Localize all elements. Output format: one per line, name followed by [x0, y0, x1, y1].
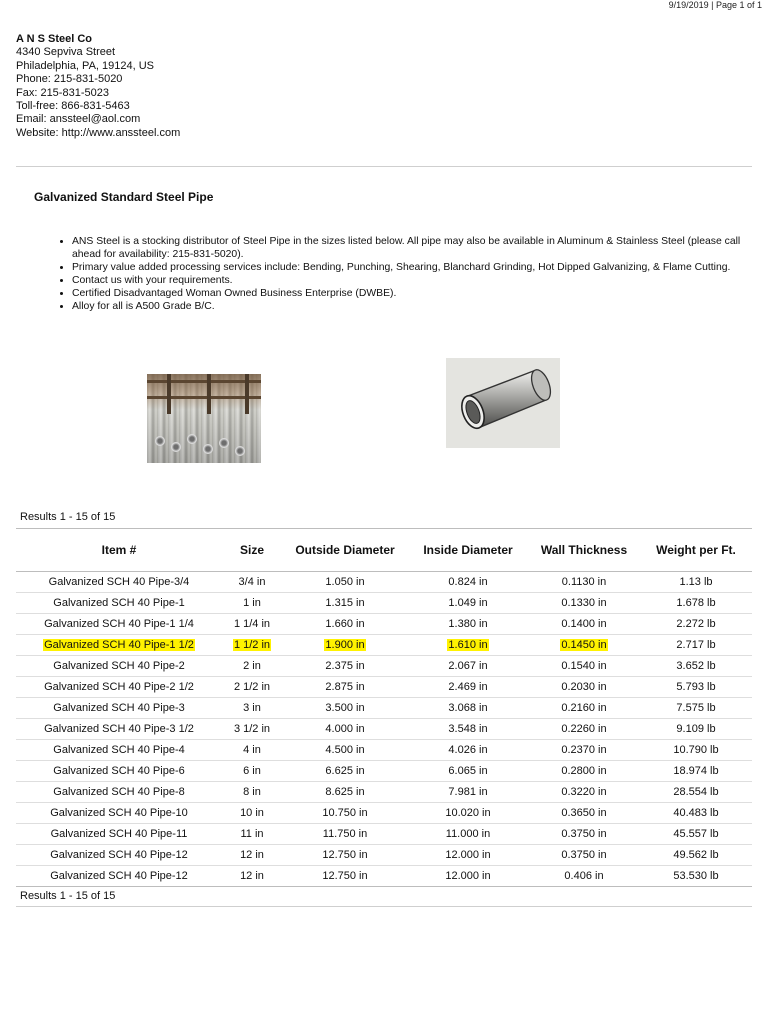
company-address-block [16, 33, 180, 140]
table-row [16, 698, 752, 719]
column-header-size: Size [239, 543, 264, 557]
item-cell-text[interactable]: Galvanized SCH 40 Pipe-8 [53, 786, 185, 798]
weight-cell [640, 866, 752, 887]
table-row [16, 803, 752, 824]
item-cell [16, 824, 222, 845]
weight-cell-text: 18.974 lb [673, 765, 719, 777]
page-title: Galvanized Standard Steel Pipe [34, 190, 214, 204]
weight-cell-text: 53.530 lb [673, 870, 719, 882]
photo-detail [155, 436, 165, 446]
item-cell-text[interactable]: Galvanized SCH 40 Pipe-1 [53, 597, 185, 609]
inside-diameter-cell-text: 1.610 in [448, 639, 488, 651]
item-cell-text[interactable]: Galvanized SCH 40 Pipe-1 1/2 [44, 639, 194, 651]
size-cell [222, 866, 282, 887]
company-phone: Phone: 215-831-5020 [16, 73, 123, 86]
wall-thickness-cell [528, 572, 640, 593]
item-cell [16, 614, 222, 635]
wall-thickness-cell [528, 824, 640, 845]
print-header: 9/19/2019 | Page 1 of 1 [668, 0, 762, 10]
column-header-item: Item # [101, 543, 137, 557]
size-cell-text: 2 in [243, 660, 261, 672]
wall-thickness-cell [528, 656, 640, 677]
steel-pipe-stack-photo [147, 374, 261, 463]
photo-detail [207, 374, 211, 414]
wall-thickness-cell-text: 0.1450 in [561, 639, 607, 651]
outside-diameter-cell [282, 824, 408, 845]
size-cell-text: 3 1/2 in [233, 723, 271, 735]
weight-cell-text: 10.790 lb [673, 744, 719, 756]
wall-thickness-cell [528, 866, 640, 887]
inside-diameter-cell [408, 677, 528, 698]
wall-thickness-cell-text: 0.3650 in [561, 807, 607, 819]
outside-diameter-cell [282, 656, 408, 677]
list-item: • Contact us with your requirements. [72, 275, 747, 288]
inside-diameter-cell-text: 3.068 in [448, 702, 488, 714]
wall-thickness-cell-text: 0.2260 in [561, 723, 607, 735]
weight-cell [640, 803, 752, 824]
outside-diameter-cell [282, 803, 408, 824]
inside-diameter-cell-text: 3.548 in [448, 723, 488, 735]
item-cell [16, 866, 222, 887]
weight-cell-text: 1.13 lb [679, 576, 713, 588]
weight-cell [640, 782, 752, 803]
weight-cell-text: 1.678 lb [676, 597, 716, 609]
size-cell-text: 8 in [243, 786, 261, 798]
size-cell-text: 1 in [243, 597, 261, 609]
inside-diameter-cell [408, 614, 528, 635]
company-street: 4340 Sepviva Street [16, 46, 116, 59]
outside-diameter-cell [282, 845, 408, 866]
weight-cell [640, 845, 752, 866]
outside-diameter-cell-text: 1.660 in [325, 618, 365, 630]
item-cell-text[interactable]: Galvanized SCH 40 Pipe-3 [53, 702, 185, 714]
wall-thickness-cell-text: 0.3220 in [561, 786, 607, 798]
table-row [16, 719, 752, 740]
outside-diameter-cell-text: 4.500 in [325, 744, 365, 756]
weight-cell-text: 9.109 lb [676, 723, 716, 735]
item-cell-text[interactable]: Galvanized SCH 40 Pipe-10 [50, 807, 188, 819]
size-cell [222, 677, 282, 698]
photo-detail [171, 442, 181, 452]
weight-cell [640, 740, 752, 761]
item-cell [16, 782, 222, 803]
company-name: A N S Steel Co [16, 33, 92, 45]
weight-cell-text: 2.272 lb [676, 618, 716, 630]
photo-detail [203, 444, 213, 454]
inside-diameter-cell-text: 0.824 in [448, 576, 488, 588]
weight-cell-text: 7.575 lb [676, 702, 716, 714]
photo-detail [147, 396, 261, 399]
outside-diameter-cell [282, 719, 408, 740]
weight-cell [640, 761, 752, 782]
outside-diameter-cell-text: 12.750 in [322, 870, 368, 882]
outside-diameter-cell [282, 866, 408, 887]
column-header-wall-thickness: Wall Thickness [540, 543, 628, 557]
wall-thickness-cell-text: 0.2030 in [561, 681, 607, 693]
inside-diameter-cell-text: 10.020 in [445, 807, 491, 819]
wall-thickness-cell [528, 719, 640, 740]
size-cell [222, 761, 282, 782]
wall-thickness-cell [528, 740, 640, 761]
weight-cell [640, 572, 752, 593]
item-cell [16, 740, 222, 761]
inside-diameter-cell [408, 740, 528, 761]
table-row [16, 614, 752, 635]
inside-diameter-cell-text: 1.049 in [448, 597, 488, 609]
item-cell [16, 656, 222, 677]
outside-diameter-cell-text: 6.625 in [325, 765, 365, 777]
wall-thickness-cell-text: 0.2800 in [561, 765, 607, 777]
results-count-top: Results 1 - 15 of 15 [20, 511, 116, 523]
size-cell [222, 782, 282, 803]
item-cell [16, 677, 222, 698]
item-cell-text[interactable]: Galvanized SCH 40 Pipe-2 [53, 660, 185, 672]
table-row [16, 824, 752, 845]
item-cell-text[interactable]: Galvanized SCH 40 Pipe-12 [50, 849, 188, 861]
photo-detail [187, 434, 197, 444]
weight-cell-text: 5.793 lb [676, 681, 716, 693]
wall-thickness-cell [528, 845, 640, 866]
weight-cell [640, 698, 752, 719]
wall-thickness-cell [528, 698, 640, 719]
wall-thickness-cell [528, 593, 640, 614]
table-header-row [16, 529, 752, 572]
outside-diameter-cell-text: 1.050 in [325, 576, 365, 588]
photo-detail [235, 446, 245, 456]
size-cell-text: 12 in [240, 849, 264, 861]
weight-cell [640, 635, 752, 656]
photo-detail [219, 438, 229, 448]
wall-thickness-cell [528, 635, 640, 656]
weight-cell-text: 40.483 lb [673, 807, 719, 819]
size-cell-text: 4 in [243, 744, 261, 756]
header-divider [16, 166, 752, 167]
wall-thickness-cell-text: 0.1130 in [561, 576, 607, 588]
outside-diameter-cell [282, 782, 408, 803]
size-cell [222, 845, 282, 866]
wall-thickness-cell [528, 803, 640, 824]
footer-divider [16, 906, 752, 907]
wall-thickness-cell [528, 782, 640, 803]
outside-diameter-cell-text: 4.000 in [325, 723, 365, 735]
weight-cell-text: 28.554 lb [673, 786, 719, 798]
table-row [16, 635, 752, 656]
inside-diameter-cell-text: 1.380 in [448, 618, 488, 630]
table-row [16, 845, 752, 866]
item-cell [16, 593, 222, 614]
weight-cell [640, 719, 752, 740]
wall-thickness-cell-text: 0.1540 in [561, 660, 607, 672]
size-cell-text: 1 1/2 in [233, 639, 271, 651]
size-cell [222, 593, 282, 614]
outside-diameter-cell-text: 10.750 in [322, 807, 368, 819]
photo-detail [245, 374, 249, 414]
outside-diameter-cell [282, 614, 408, 635]
wall-thickness-cell [528, 761, 640, 782]
wall-thickness-cell-text: 0.3750 in [561, 828, 607, 840]
inside-diameter-cell [408, 572, 528, 593]
item-cell [16, 698, 222, 719]
table-row [16, 761, 752, 782]
inside-diameter-cell-text: 4.026 in [448, 744, 488, 756]
outside-diameter-cell-text: 8.625 in [325, 786, 365, 798]
photo-detail [147, 380, 261, 383]
company-city: Philadelphia, PA, 19124, US [16, 59, 154, 72]
size-cell [222, 572, 282, 593]
inside-diameter-cell [408, 593, 528, 614]
weight-cell [640, 614, 752, 635]
list-item: • Primary value added processing services include: Bending, Punching, Shearing, Blanchard Grinding, Hot Dipped Galvanizing, & Flame Cutting. [72, 262, 747, 275]
size-cell [222, 614, 282, 635]
wall-thickness-cell-text: 0.406 in [564, 870, 604, 882]
list-item: • Alloy for all is A500 Grade B/C. [72, 301, 747, 314]
weight-cell [640, 656, 752, 677]
wall-thickness-cell-text: 0.2160 in [561, 702, 607, 714]
outside-diameter-cell [282, 572, 408, 593]
outside-diameter-cell [282, 677, 408, 698]
inside-diameter-cell [408, 803, 528, 824]
size-cell [222, 824, 282, 845]
weight-cell-text: 3.652 lb [676, 660, 716, 672]
weight-cell [640, 593, 752, 614]
outside-diameter-cell-text: 1.315 in [325, 597, 365, 609]
inside-diameter-cell-text: 6.065 in [448, 765, 488, 777]
inside-diameter-cell [408, 866, 528, 887]
outside-diameter-cell-text: 11.750 in [322, 828, 368, 840]
company-email[interactable]: Email: anssteel@aol.com [16, 113, 141, 126]
inside-diameter-cell [408, 824, 528, 845]
company-website[interactable]: Website: http://www.anssteel.com [16, 126, 181, 139]
table-row [16, 593, 752, 614]
inside-diameter-cell [408, 782, 528, 803]
outside-diameter-cell [282, 593, 408, 614]
wall-thickness-cell [528, 614, 640, 635]
single-pipe-illustration [446, 358, 560, 448]
inside-diameter-cell-text: 7.981 in [448, 786, 488, 798]
outside-diameter-cell-text: 2.375 in [325, 660, 365, 672]
inside-diameter-cell [408, 719, 528, 740]
wall-thickness-cell [528, 677, 640, 698]
wall-thickness-cell-text: 0.3750 in [561, 849, 607, 861]
outside-diameter-cell [282, 761, 408, 782]
weight-cell-text: 45.557 lb [673, 828, 719, 840]
table-row [16, 740, 752, 761]
inside-diameter-cell [408, 698, 528, 719]
size-cell-text: 10 in [240, 807, 264, 819]
table-row [16, 572, 752, 593]
inside-diameter-cell [408, 635, 528, 656]
size-cell-text: 11 in [240, 828, 264, 840]
weight-cell-text: 2.717 lb [676, 639, 716, 651]
item-cell [16, 635, 222, 656]
column-header-weight-per-ft: Weight per Ft. [656, 543, 736, 557]
list-item: • Certified Disadvantaged Woman Owned Business Enterprise (DWBE). [72, 288, 747, 301]
column-header-outside-diameter: Outside Diameter [295, 543, 395, 557]
inside-diameter-cell-text: 12.000 in [445, 870, 491, 882]
size-cell [222, 719, 282, 740]
inside-diameter-cell-text: 2.469 in [448, 681, 488, 693]
outside-diameter-cell-text: 12.750 in [322, 849, 368, 861]
size-cell [222, 656, 282, 677]
size-cell-text: 2 1/2 in [233, 681, 271, 693]
table-row [16, 677, 752, 698]
size-cell-text: 3/4 in [238, 576, 266, 588]
item-cell [16, 719, 222, 740]
outside-diameter-cell [282, 740, 408, 761]
inside-diameter-cell [408, 656, 528, 677]
list-item: • ANS Steel is a stocking distributor of Steel Pipe in the sizes listed below. All pipe may also be available in Aluminum & Stainless Steel (please call ahead for availability: 215-831-5020). [72, 236, 747, 262]
table-body [16, 572, 752, 887]
column-header-inside-diameter: Inside Diameter [423, 543, 513, 557]
item-cell [16, 761, 222, 782]
outside-diameter-cell [282, 635, 408, 656]
wall-thickness-cell-text: 0.1400 in [561, 618, 607, 630]
size-cell-text: 1 1/4 in [233, 618, 271, 630]
table-row [16, 656, 752, 677]
inside-diameter-cell-text: 12.000 in [445, 849, 491, 861]
wall-thickness-cell-text: 0.1330 in [561, 597, 607, 609]
size-cell [222, 698, 282, 719]
description-list [38, 236, 747, 313]
item-cell-text[interactable]: Galvanized SCH 40 Pipe-3 1/2 [44, 723, 194, 735]
pipe-specifications-table [16, 528, 752, 887]
wall-thickness-cell-text: 0.2370 in [561, 744, 607, 756]
weight-cell [640, 677, 752, 698]
outside-diameter-cell-text: 1.900 in [325, 639, 365, 651]
item-cell-text[interactable]: Galvanized SCH 40 Pipe-11 [50, 828, 188, 840]
item-cell-text[interactable]: Galvanized SCH 40 Pipe-3/4 [48, 576, 190, 588]
photo-detail [167, 374, 171, 414]
size-cell-text: 6 in [243, 765, 261, 777]
item-cell-text[interactable]: Galvanized SCH 40 Pipe-4 [53, 744, 185, 756]
size-cell [222, 635, 282, 656]
results-count-bottom: Results 1 - 15 of 15 [20, 890, 116, 902]
weight-cell [640, 824, 752, 845]
company-fax: Fax: 215-831-5023 [16, 86, 109, 99]
size-cell-text: 12 in [240, 870, 264, 882]
table-row [16, 866, 752, 887]
item-cell-text[interactable]: Galvanized SCH 40 Pipe-12 [50, 870, 188, 882]
item-cell [16, 845, 222, 866]
item-cell-text[interactable]: Galvanized SCH 40 Pipe-2 1/2 [44, 681, 194, 693]
outside-diameter-cell-text: 3.500 in [325, 702, 365, 714]
table-row [16, 782, 752, 803]
item-cell-text[interactable]: Galvanized SCH 40 Pipe-6 [53, 765, 185, 777]
item-cell [16, 803, 222, 824]
inside-diameter-cell-text: 11.000 in [445, 828, 491, 840]
weight-cell-text: 49.562 lb [673, 849, 719, 861]
inside-diameter-cell [408, 761, 528, 782]
inside-diameter-cell [408, 845, 528, 866]
size-cell-text: 3 in [243, 702, 261, 714]
item-cell [16, 572, 222, 593]
size-cell [222, 803, 282, 824]
company-tollfree: Toll-free: 866-831-5463 [16, 100, 130, 113]
size-cell [222, 740, 282, 761]
outside-diameter-cell-text: 2.875 in [325, 681, 365, 693]
pipe-graphic [446, 358, 560, 448]
inside-diameter-cell-text: 2.067 in [448, 660, 488, 672]
outside-diameter-cell [282, 698, 408, 719]
item-cell-text[interactable]: Galvanized SCH 40 Pipe-1 1/4 [44, 618, 194, 630]
